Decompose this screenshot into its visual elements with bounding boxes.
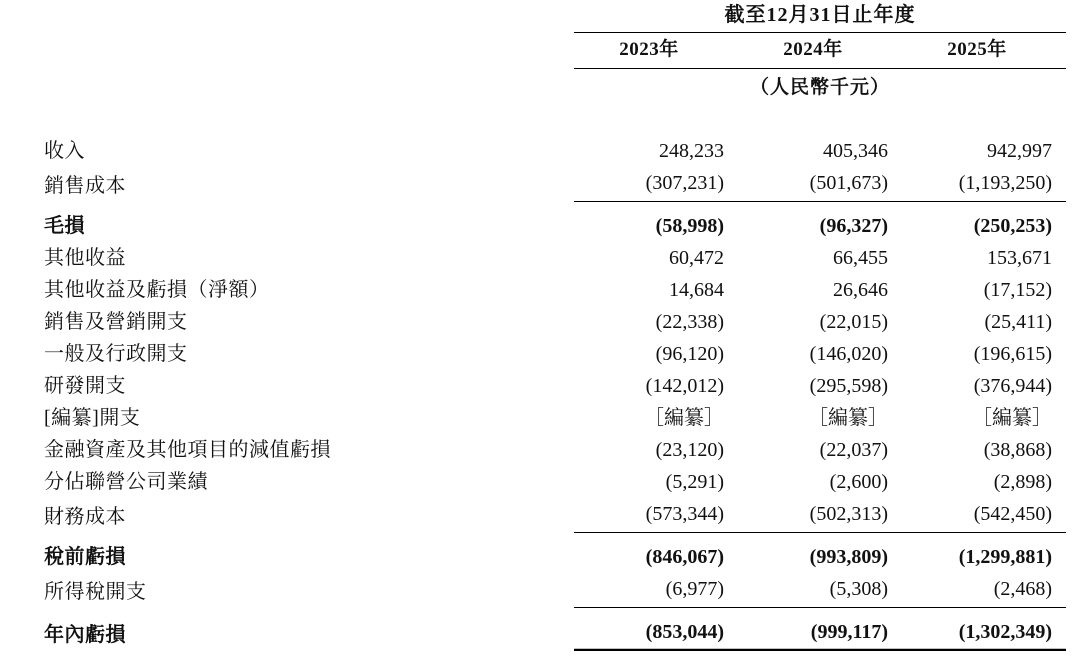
row-value-2023年: (5,291)	[574, 466, 738, 498]
row-value-2024年: (502,313)	[738, 498, 902, 533]
row-label: 其他收益及虧損（淨額）	[14, 274, 574, 306]
period-header-label: 截至12月31日止年度	[574, 2, 1066, 33]
currency-empty-cell	[14, 69, 574, 106]
row-value-2024年: 26,646	[738, 274, 902, 306]
financial-statement-page	[0, 2, 1080, 550]
currency-unit-label: （人民幣千元）	[574, 69, 1066, 106]
row-label: 年內虧損	[14, 616, 574, 651]
row-label: [編纂]開支	[14, 402, 574, 434]
row-value-2023年: (846,067)	[574, 541, 738, 573]
row-value-2025年: 153,671	[902, 242, 1066, 274]
row-value-2025年: (1,193,250)	[902, 167, 1066, 202]
table-row	[14, 274, 1066, 306]
table-row	[14, 616, 1066, 651]
row-value-2025年: (25,411)	[902, 306, 1066, 338]
table-row	[14, 338, 1066, 370]
row-value-2023年: (22,338)	[574, 306, 738, 338]
row-value-2023年: (573,344)	[574, 498, 738, 533]
row-value-2024年: (5,308)	[738, 573, 902, 608]
row-value-2025年: (1,299,881)	[902, 541, 1066, 573]
table-row	[14, 306, 1066, 338]
row-value-2024年: (22,015)	[738, 306, 902, 338]
row-gap	[14, 202, 1066, 211]
table-row	[14, 434, 1066, 466]
table-row	[14, 466, 1066, 498]
header-empty-cell	[14, 2, 574, 33]
row-value-2023年: (142,012)	[574, 370, 738, 402]
row-value-2024年: (96,327)	[738, 210, 902, 242]
financial-table	[14, 2, 1066, 659]
row-label: 一般及行政開支	[14, 338, 574, 370]
row-value-2025年: (38,868)	[902, 434, 1066, 466]
row-label: 銷售成本	[14, 167, 574, 202]
row-label: 所得稅開支	[14, 573, 574, 608]
row-value-2025年: (2,468)	[902, 573, 1066, 608]
row-label: 收入	[14, 135, 574, 167]
table-row	[14, 402, 1066, 434]
table-row	[14, 167, 1066, 202]
table-row	[14, 135, 1066, 167]
row-gap	[14, 533, 1066, 542]
table-row	[14, 242, 1066, 274]
row-value-2024年: (2,600)	[738, 466, 902, 498]
row-value-2024年: (146,020)	[738, 338, 902, 370]
column-header-year-2023: 2023年	[574, 33, 738, 69]
row-value-2024年: ［編纂］	[738, 402, 902, 434]
row-value-2024年: (22,037)	[738, 434, 902, 466]
row-value-2024年: 405,346	[738, 135, 902, 167]
table-header-years-row	[14, 33, 1066, 69]
row-value-2024年: (295,598)	[738, 370, 902, 402]
table-currency-note-row	[14, 69, 1066, 106]
row-label: 銷售及營銷開支	[14, 306, 574, 338]
row-value-2025年: (1,302,349)	[902, 616, 1066, 651]
row-value-2025年: (376,944)	[902, 370, 1066, 402]
row-value-2023年: ［編纂］	[574, 402, 738, 434]
row-gap	[14, 651, 1066, 659]
row-value-2025年: 942,997	[902, 135, 1066, 167]
table-row	[14, 498, 1066, 533]
row-label: 其他收益	[14, 242, 574, 274]
table-row	[14, 370, 1066, 402]
row-value-2023年: 60,472	[574, 242, 738, 274]
row-label: 金融資產及其他項目的減值虧損	[14, 434, 574, 466]
row-value-2024年: 66,455	[738, 242, 902, 274]
row-value-2023年: (853,044)	[574, 616, 738, 651]
financial-table-body	[14, 135, 1066, 659]
row-value-2025年: (250,253)	[902, 210, 1066, 242]
row-label: 稅前虧損	[14, 541, 574, 573]
table-header-period-row	[14, 2, 1066, 33]
row-value-2024年: (999,117)	[738, 616, 902, 651]
row-value-2025年: (196,615)	[902, 338, 1066, 370]
header-body-spacer	[14, 105, 1066, 135]
row-value-2024年: (993,809)	[738, 541, 902, 573]
table-row	[14, 210, 1066, 242]
year-header-empty-cell	[14, 33, 574, 69]
row-label: 分佔聯營公司業績	[14, 466, 574, 498]
row-value-2023年: (23,120)	[574, 434, 738, 466]
row-label: 財務成本	[14, 498, 574, 533]
row-value-2023年: 14,684	[574, 274, 738, 306]
column-header-year-2025: 2025年	[902, 33, 1066, 69]
row-value-2025年: (2,898)	[902, 466, 1066, 498]
row-value-2023年: (58,998)	[574, 210, 738, 242]
row-value-2023年: 248,233	[574, 135, 738, 167]
row-value-2023年: (307,231)	[574, 167, 738, 202]
row-value-2025年: (17,152)	[902, 274, 1066, 306]
row-label: 研發開支	[14, 370, 574, 402]
row-gap	[14, 608, 1066, 617]
column-header-year-2024: 2024年	[738, 33, 902, 69]
table-row	[14, 541, 1066, 573]
row-value-2023年: (6,977)	[574, 573, 738, 608]
row-value-2025年: ［編纂］	[902, 402, 1066, 434]
table-row	[14, 573, 1066, 608]
row-value-2024年: (501,673)	[738, 167, 902, 202]
row-value-2023年: (96,120)	[574, 338, 738, 370]
row-label: 毛損	[14, 210, 574, 242]
row-value-2025年: (542,450)	[902, 498, 1066, 533]
